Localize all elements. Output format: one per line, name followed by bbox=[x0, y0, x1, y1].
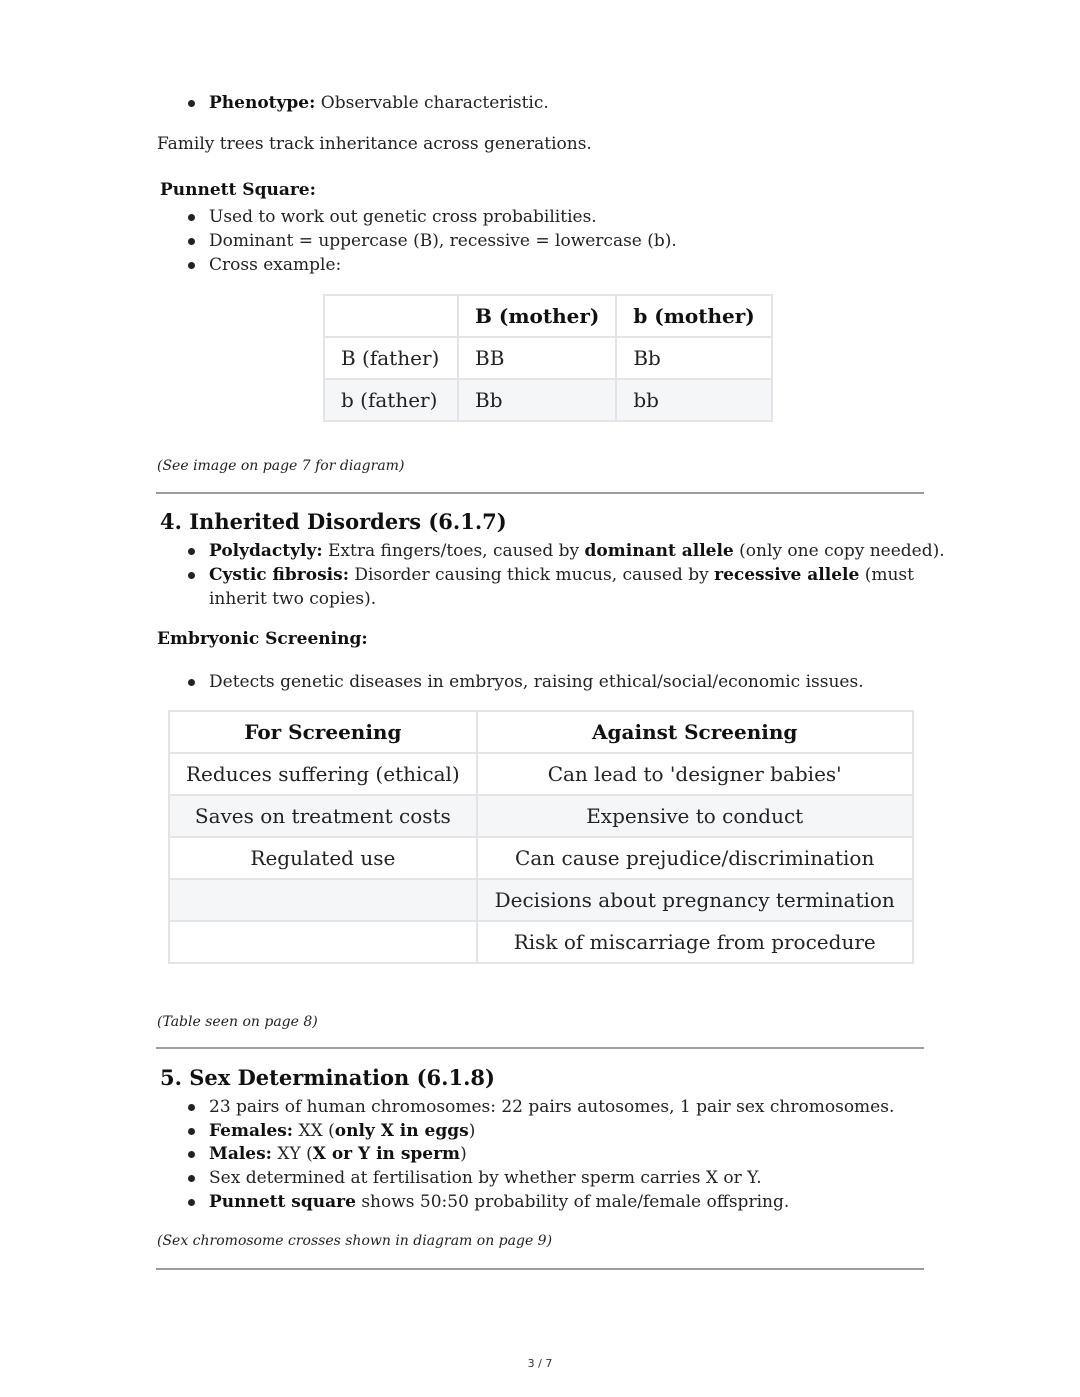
term-label: Polydactyly: bbox=[209, 541, 323, 561]
text-run: shows 50:50 probability of male/female offspring. bbox=[355, 1192, 790, 1212]
list-item-text bbox=[209, 1120, 475, 1142]
term-label: Males: bbox=[209, 1144, 272, 1164]
text-run: (only one copy needed). bbox=[733, 541, 945, 561]
punnett-heading: Punnett Square: bbox=[160, 180, 316, 200]
text-run: ) bbox=[460, 1144, 467, 1164]
text-run: XY ( bbox=[271, 1144, 313, 1164]
screening-table bbox=[168, 710, 914, 964]
list-item-text bbox=[209, 92, 549, 114]
text-run: (must bbox=[859, 565, 914, 585]
term-label: Cystic fibrosis: bbox=[209, 565, 349, 585]
text-run: Extra fingers/toes, caused by bbox=[322, 541, 585, 561]
table-cell: Decisions about pregnancy termination bbox=[477, 879, 913, 921]
table-cell bbox=[169, 921, 477, 963]
table-cell: Saves on treatment costs bbox=[169, 795, 477, 837]
table-row bbox=[169, 753, 913, 795]
screening-heading: Embryonic Screening: bbox=[157, 629, 368, 649]
table-row bbox=[324, 379, 772, 421]
bullet-dot bbox=[188, 1104, 195, 1111]
table-cell: BB bbox=[458, 337, 616, 379]
section-divider bbox=[156, 492, 924, 494]
bullet-dot bbox=[188, 214, 195, 221]
bullet-dot bbox=[188, 1199, 195, 1206]
emphasis: dominant allele bbox=[584, 541, 734, 561]
table-cell: Regulated use bbox=[169, 837, 477, 879]
table-header-row bbox=[169, 711, 913, 753]
bullet-dot bbox=[188, 572, 195, 579]
table-header-cell: b (mother) bbox=[616, 295, 771, 337]
list-item-text: Used to work out genetic cross probabilities. bbox=[209, 207, 597, 227]
table-cell: Risk of miscarriage from procedure bbox=[477, 921, 913, 963]
term-definition: Observable characteristic. bbox=[315, 93, 549, 113]
table-cell: B (father) bbox=[324, 337, 458, 379]
table-cell bbox=[169, 879, 477, 921]
emphasis: only X in eggs bbox=[334, 1121, 469, 1141]
text-run: XX ( bbox=[293, 1121, 335, 1141]
screening-note: (Table seen on page 8) bbox=[157, 1014, 318, 1030]
term-label: Punnett square bbox=[209, 1192, 356, 1212]
table-row bbox=[169, 921, 913, 963]
list-item-text: Detects genetic diseases in embryos, raising ethical/social/economic issues. bbox=[209, 672, 864, 692]
table-cell: Reduces suffering (ethical) bbox=[169, 753, 477, 795]
list-item-text: 23 pairs of human chromosomes: 22 pairs autosomes, 1 pair sex chromosomes. bbox=[209, 1097, 895, 1117]
table-cell: Expensive to conduct bbox=[477, 795, 913, 837]
table-header-row bbox=[324, 295, 772, 337]
list-item-text: Sex determined at fertilisation by whether sperm carries X or Y. bbox=[209, 1168, 762, 1188]
bullet-dot bbox=[188, 548, 195, 555]
punnett-note: (See image on page 7 for diagram) bbox=[157, 458, 405, 474]
punnett-table bbox=[323, 294, 773, 422]
table-row bbox=[324, 337, 772, 379]
bullet-dot bbox=[188, 1128, 195, 1135]
list-item-text bbox=[209, 540, 945, 562]
list-item-text bbox=[209, 1143, 467, 1165]
list-item-text bbox=[209, 1191, 789, 1213]
table-row bbox=[169, 879, 913, 921]
section-4-title: 4. Inherited Disorders (6.1.7) bbox=[160, 509, 507, 534]
list-item-text: Dominant = uppercase (B), recessive = lowercase (b). bbox=[209, 231, 677, 251]
text-run: ) bbox=[468, 1121, 476, 1141]
table-cell: b (father) bbox=[324, 379, 458, 421]
table-cell: Bb bbox=[458, 379, 616, 421]
bullet-dot bbox=[188, 1151, 195, 1158]
table-cell: Can lead to 'designer babies' bbox=[477, 753, 913, 795]
section-5-title: 5. Sex Determination (6.1.8) bbox=[160, 1065, 495, 1090]
section-divider bbox=[156, 1047, 924, 1049]
term-label: Females: bbox=[209, 1121, 294, 1141]
emphasis: recessive allele bbox=[714, 565, 860, 585]
sex-determination-note: (Sex chromosome crosses shown in diagram on page 9) bbox=[157, 1233, 553, 1249]
table-header-cell bbox=[324, 295, 458, 337]
term-label: Phenotype: bbox=[209, 93, 316, 113]
table-row bbox=[169, 837, 913, 879]
table-cell: Can cause prejudice/discrimination bbox=[477, 837, 913, 879]
table-header-cell: For Screening bbox=[169, 711, 477, 753]
list-item-text bbox=[209, 564, 914, 586]
bullet-dot bbox=[188, 262, 195, 269]
page-number: 3 / 7 bbox=[527, 1357, 553, 1370]
list-item-text: Cross example: bbox=[209, 255, 342, 275]
section-divider bbox=[156, 1268, 924, 1270]
table-header-cell: Against Screening bbox=[477, 711, 913, 753]
text-run: Disorder causing thick mucus, caused by bbox=[348, 565, 715, 585]
list-item-continuation: inherit two copies). bbox=[209, 589, 377, 609]
family-trees-paragraph: Family trees track inheritance across generations. bbox=[157, 134, 592, 154]
table-cell: bb bbox=[616, 379, 771, 421]
bullet-dot bbox=[188, 1175, 195, 1182]
table-header-cell: B (mother) bbox=[458, 295, 616, 337]
table-row bbox=[169, 795, 913, 837]
emphasis: X or Y in sperm bbox=[312, 1144, 461, 1164]
bullet-dot bbox=[188, 100, 195, 107]
bullet-dot bbox=[188, 679, 195, 686]
table-cell: Bb bbox=[616, 337, 771, 379]
bullet-dot bbox=[188, 238, 195, 245]
